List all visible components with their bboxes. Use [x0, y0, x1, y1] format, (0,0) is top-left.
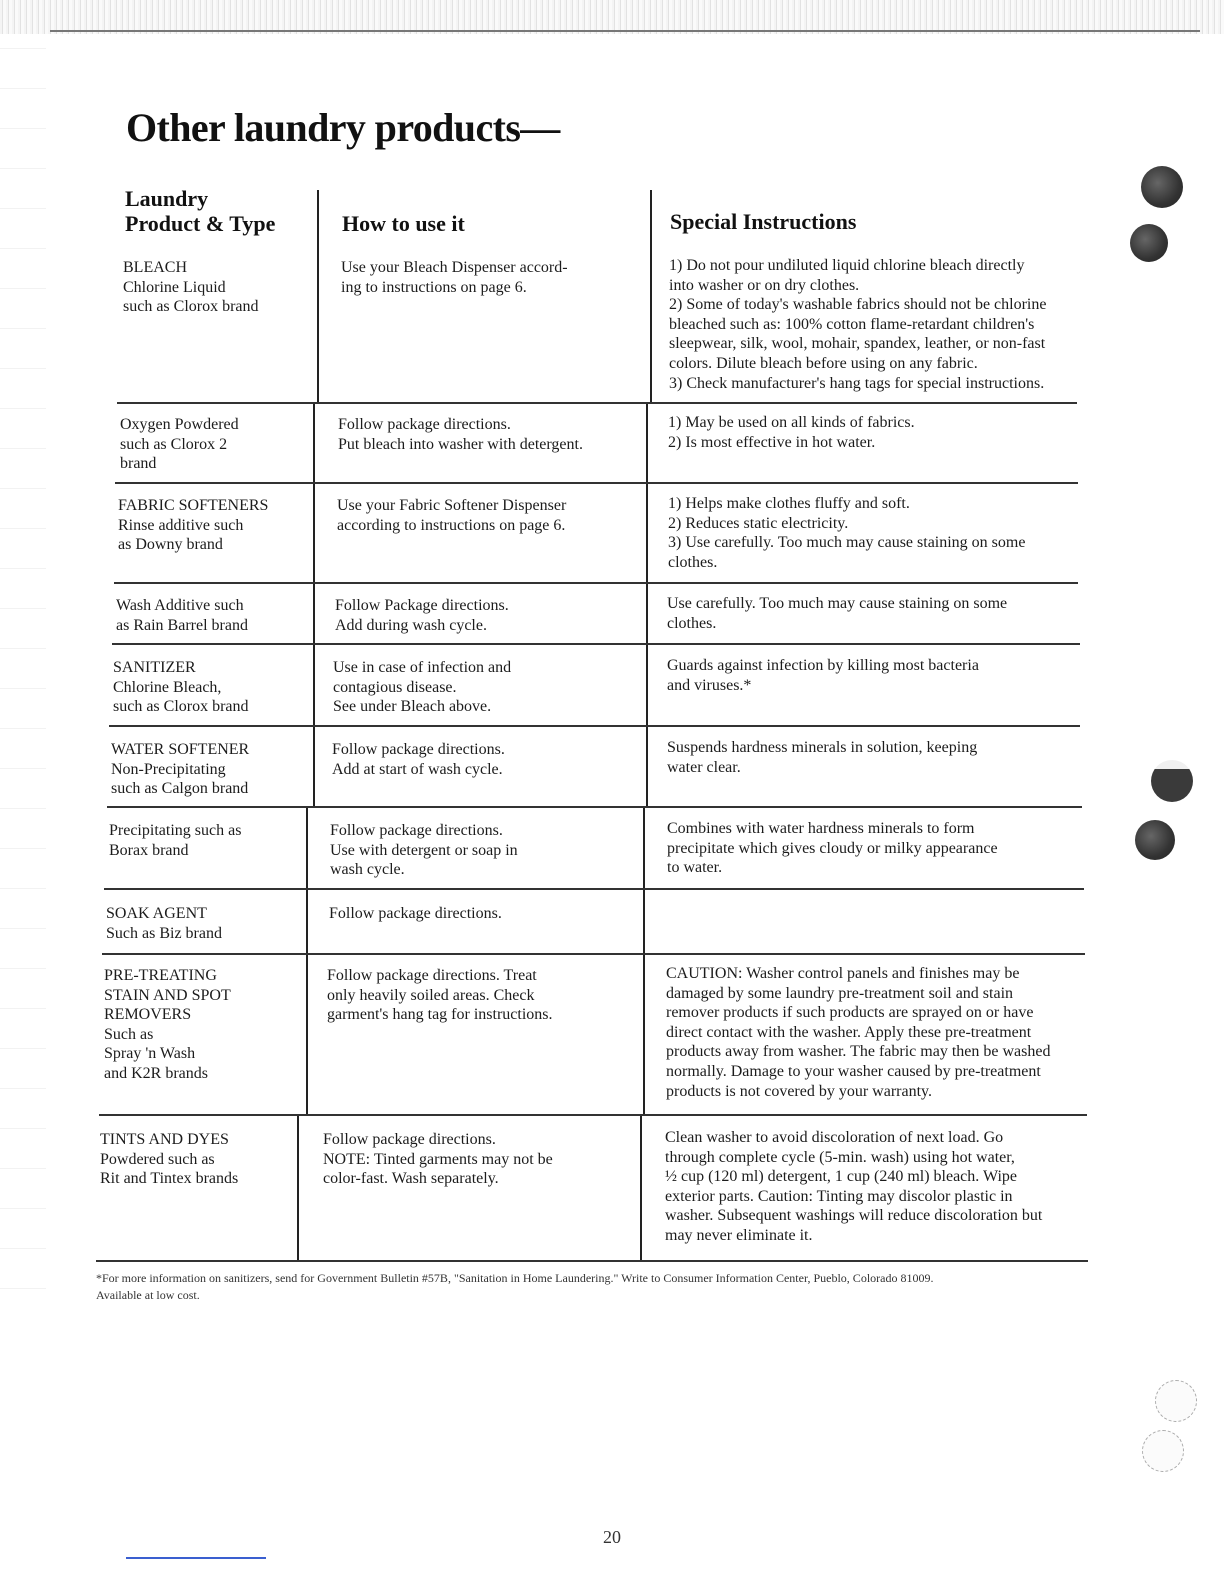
- binder-hole: [1151, 760, 1193, 802]
- row-water-softener-how: Follow package directions. Add at start of wash cycle.: [332, 741, 505, 778]
- row-rule: [109, 725, 1080, 727]
- column-rule: [297, 1114, 299, 1260]
- row-rule: [107, 806, 1082, 808]
- row-rule: [114, 582, 1078, 584]
- row-sanitizer-product: SANITIZER Chlorine Bleach, such as Clorox brand: [113, 659, 249, 716]
- column-rule: [313, 402, 315, 806]
- row-pre-treating-how: Follow package directions. Treat only heavily soiled areas. Check garment's hang tag for instructions.: [327, 967, 553, 1024]
- row-precipitating-how: Follow package directions. Use with detergent or soap in wash cycle.: [330, 822, 518, 879]
- row-rule: [99, 1114, 1087, 1116]
- row-pre-treating-special: CAUTION: Washer control panels and finishes may be damaged by some laundry pre-treatment soil and stain remover products if such products are sprayed on or have direct contact with the washer. Apply these pre-treatment products away from washer. The fabric may then be washed normally. Damage to your washer caused by pre-treatment products is not covered by your warranty.: [666, 965, 1051, 1100]
- row-water-softener-special: Suspends hardness minerals in solution, keeping water clear.: [667, 739, 978, 776]
- column-rule: [640, 1114, 642, 1260]
- binder-hole: [1141, 166, 1183, 208]
- row-sanitizer-special: Guards against infection by killing most bacteria and viruses.*: [667, 657, 979, 694]
- row-oxygen-how: Follow package directions. Put bleach into washer with detergent.: [338, 416, 583, 453]
- binder-hole-empty: [1155, 1380, 1197, 1422]
- row-tints-dyes-special: Clean washer to avoid discoloration of next load. Go through complete cycle (5-min. wash) using hot water, ½ cup (120 ml) detergent, 1 cup (240 ml) bleach. Wipe exterior parts. Caution: Tinting may discolor plastic in washer. Subsequent washings will reduce discoloration but may never eliminate it.: [665, 1129, 1043, 1244]
- header-special: Special Instructions: [670, 209, 857, 234]
- row-rule: [96, 1260, 1088, 1262]
- header-how: How to use it: [342, 211, 465, 236]
- footnote: *For more information on sanitizers, send for Government Bulletin #57B, "Sanitation in Home Laundering." Write to Consumer Information Center, Pueblo, Colorado 81009. Available at low cost.: [96, 1271, 934, 1302]
- row-wash-additive-product: Wash Additive such as Rain Barrel brand: [116, 597, 248, 634]
- row-tints-dyes-product: TINTS AND DYES Powdered such as Rit and Tintex brands: [100, 1131, 239, 1188]
- scan-left-margin: [0, 34, 46, 1294]
- column-rule: [643, 806, 645, 1114]
- row-fabric-softeners-product: FABRIC SOFTENERS Rinse additive such as Downy brand: [118, 497, 269, 554]
- column-rule: [317, 190, 319, 402]
- header-product-line2: Product & Type: [125, 211, 276, 236]
- row-rule: [112, 643, 1080, 645]
- row-fabric-softeners-special: 1) Helps make clothes fluffy and soft. 2) Reduces static electricity. 3) Use carefully. Too much may cause staining on some clothes.: [668, 495, 1026, 571]
- row-rule: [117, 402, 1077, 404]
- row-pre-treating-product: PRE-TREATING STAIN AND SPOT REMOVERS Such as Spray 'n Wash and K2R brands: [104, 967, 231, 1082]
- row-bleach-how: Use your Bleach Dispenser accord- ing to instructions on page 6.: [341, 259, 568, 296]
- row-oxygen-product: Oxygen Powdered such as Clorox 2 brand: [120, 416, 239, 473]
- binder-hole: [1135, 820, 1175, 860]
- row-soak-agent-how: Follow package directions.: [329, 905, 502, 922]
- header-product-line1: Laundry: [125, 186, 209, 211]
- row-sanitizer-how: Use in case of infection and contagious disease. See under Bleach above.: [333, 659, 512, 716]
- row-fabric-softeners-how: Use your Fabric Softener Dispenser according to instructions on page 6.: [337, 497, 567, 534]
- row-wash-additive-how: Follow Package directions. Add during wash cycle.: [335, 597, 509, 634]
- row-rule: [104, 888, 1084, 890]
- page-number: 20: [603, 1527, 621, 1547]
- header-product: [125, 186, 275, 236]
- row-rule: [102, 953, 1085, 955]
- row-oxygen-special: 1) May be used on all kinds of fabrics. 2) Is most effective in hot water.: [668, 414, 915, 451]
- column-rule: [650, 190, 652, 402]
- top-rule: [50, 30, 1200, 32]
- row-soak-agent-product: SOAK AGENT Such as Biz brand: [106, 905, 222, 942]
- column-rule: [646, 402, 648, 806]
- page-title: Other laundry products—: [126, 105, 560, 150]
- bottom-rule: [126, 1557, 266, 1559]
- row-bleach-special: 1) Do not pour undiluted liquid chlorine bleach directly into washer or on dry clothes. 2) Some of today's washable fabrics should not be chlorine bleached such as: 100% cotton flame-retardant children's sleepwear, silk, wool, mohair, spandex, leather, or non-fast colors. Dilute bleach before using on any fabric. 3) Check manufacturer's hang tags for special instructions.: [669, 257, 1047, 392]
- row-precipitating-special: Combines with water hardness minerals to form precipitate which gives cloudy or milky appearance to water.: [667, 820, 998, 877]
- row-water-softener-product: WATER SOFTENER Non-Precipitating such as Calgon brand: [111, 741, 250, 798]
- row-tints-dyes-how: Follow package directions. NOTE: Tinted garments may not be color-fast. Wash separately.: [323, 1131, 553, 1188]
- scan-top-border: [0, 0, 1224, 34]
- row-bleach-product: BLEACH Chlorine Liquid such as Clorox brand: [123, 259, 259, 316]
- binder-hole: [1130, 224, 1168, 262]
- row-rule: [115, 482, 1078, 484]
- binder-hole-empty: [1142, 1430, 1184, 1472]
- column-rule: [306, 806, 308, 1114]
- row-precipitating-product: Precipitating such as Borax brand: [109, 822, 242, 859]
- row-wash-additive-special: Use carefully. Too much may cause staining on some clothes.: [667, 595, 1008, 632]
